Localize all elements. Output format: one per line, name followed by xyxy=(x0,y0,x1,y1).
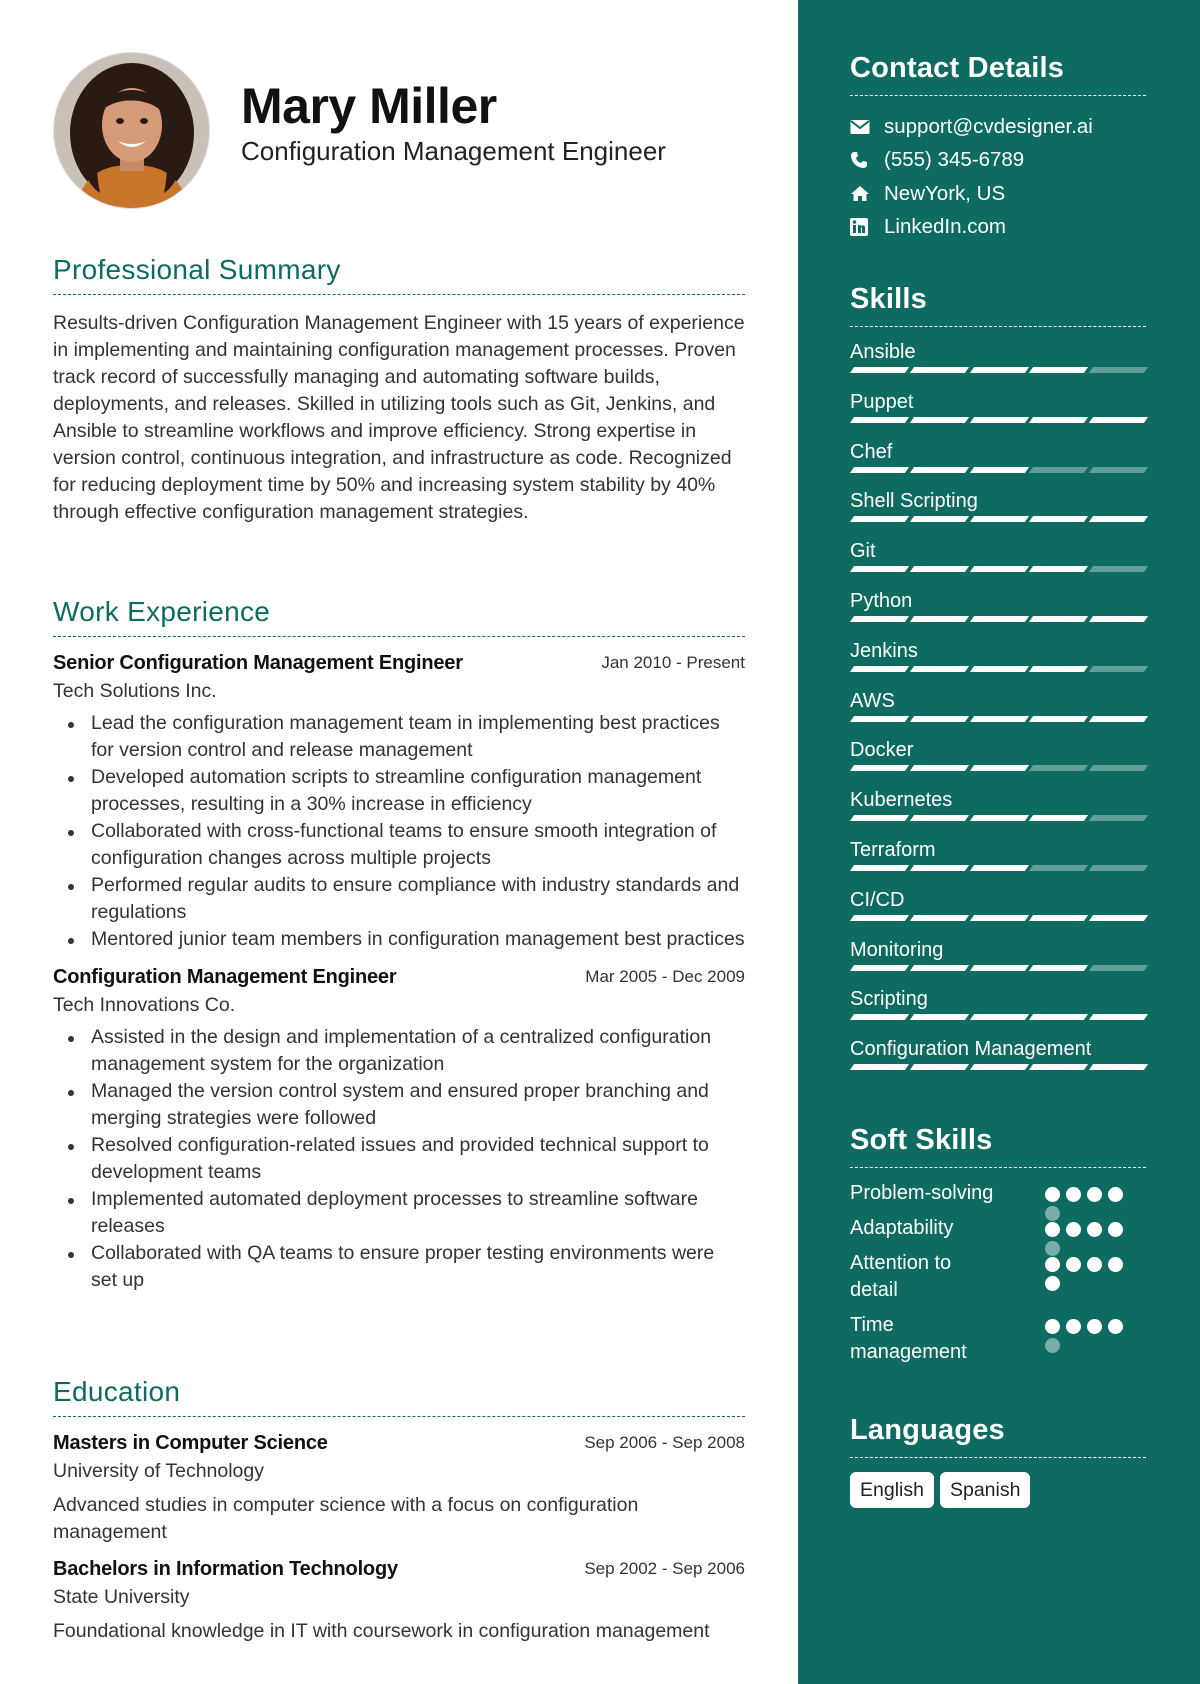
skill-level-segment xyxy=(1089,467,1148,473)
soft-skill-rating xyxy=(1045,1319,1135,1353)
skill-level-bar xyxy=(852,616,1146,622)
skill-level-segment xyxy=(910,566,969,572)
skill-level-bar xyxy=(852,417,1146,423)
phone-text: (555) 345-6789 xyxy=(884,148,1025,172)
bullet-item: Implemented automated deployment processes to streamline software releases xyxy=(53,1186,745,1240)
job-entry xyxy=(53,652,745,953)
skill-name: Scripting xyxy=(850,988,928,1011)
skill-level-segment xyxy=(1029,1064,1088,1070)
skill-level-segment xyxy=(1029,367,1088,373)
skill-level-segment xyxy=(850,417,909,423)
skill-item xyxy=(850,390,1146,440)
skill-level-segment xyxy=(969,367,1028,373)
skill-level-segment xyxy=(910,666,969,672)
skill-level-segment xyxy=(1089,815,1148,821)
skill-level-segment xyxy=(1029,417,1088,423)
skill-level-segment xyxy=(850,467,909,473)
skill-item xyxy=(850,788,1146,838)
skill-level-segment xyxy=(850,1064,909,1070)
skill-level-segment xyxy=(1029,566,1088,572)
skill-level-segment xyxy=(910,367,969,373)
rating-dot xyxy=(1066,1187,1081,1202)
skill-level-segment xyxy=(1089,1064,1148,1070)
skill-item xyxy=(850,489,1146,539)
skill-level-segment xyxy=(850,915,909,921)
skill-level-segment xyxy=(969,566,1028,572)
skill-level-segment xyxy=(1089,516,1148,522)
language-list xyxy=(850,1472,1146,1508)
sidebar xyxy=(798,0,1200,1684)
skill-level-segment xyxy=(910,815,969,821)
soft-skill-rating xyxy=(1045,1257,1135,1291)
skill-level-segment xyxy=(850,566,909,572)
skill-level-segment xyxy=(1029,1014,1088,1020)
rating-dot xyxy=(1108,1222,1123,1237)
email-text: support@cvdesigner.ai xyxy=(884,114,1093,138)
skill-level-segment xyxy=(1029,516,1088,522)
contact-section xyxy=(850,52,1146,244)
phone-icon xyxy=(850,150,884,170)
skill-level-segment xyxy=(1089,367,1148,373)
job-bullets xyxy=(53,1024,745,1294)
skill-level-segment xyxy=(910,765,969,771)
rating-dot xyxy=(1045,1319,1060,1334)
skill-level-bar xyxy=(852,1064,1146,1070)
bullet-item: Performed regular audits to ensure compliance with industry standards and regulations xyxy=(53,872,745,926)
skill-name: Jenkins xyxy=(850,639,918,662)
skill-level-segment xyxy=(850,367,909,373)
summary-section xyxy=(53,254,745,526)
skill-level-segment xyxy=(1089,965,1148,971)
skill-level-segment xyxy=(1089,915,1148,921)
skill-level-segment xyxy=(969,616,1028,622)
skill-level-segment xyxy=(969,865,1028,871)
skill-level-segment xyxy=(1089,616,1148,622)
contact-phone[interactable] xyxy=(850,144,1146,178)
profile-photo xyxy=(53,52,210,209)
contact-heading: Contact Details xyxy=(850,52,1146,96)
rating-dot xyxy=(1045,1222,1060,1237)
job-title: Configuration Management Engineer xyxy=(53,966,397,988)
skill-level-segment xyxy=(850,616,909,622)
language-tag: English xyxy=(850,1472,934,1508)
skill-name: CI/CD xyxy=(850,888,905,911)
skill-level-bar xyxy=(852,666,1146,672)
skill-level-bar xyxy=(852,566,1146,572)
skill-name: Configuration Management xyxy=(850,1038,1092,1061)
skill-item xyxy=(850,689,1146,739)
skill-level-segment xyxy=(969,516,1028,522)
skill-name: Ansible xyxy=(850,341,916,363)
skill-level-segment xyxy=(850,965,909,971)
skill-item xyxy=(850,589,1146,639)
soft-skills-heading: Soft Skills xyxy=(850,1124,1146,1168)
skill-level-segment xyxy=(910,716,969,722)
skill-level-segment xyxy=(910,865,969,871)
skill-name: AWS xyxy=(850,689,895,712)
education-section xyxy=(53,1376,745,1645)
soft-skill-name: Adaptability xyxy=(850,1217,954,1239)
skill-level-segment xyxy=(910,467,969,473)
skill-level-segment xyxy=(1029,965,1088,971)
skill-level-segment xyxy=(969,1014,1028,1020)
resume-header xyxy=(53,52,745,212)
soft-skill-name: Time management xyxy=(850,1314,967,1363)
skill-level-segment xyxy=(850,716,909,722)
skill-level-segment xyxy=(850,865,909,871)
languages-section xyxy=(850,1414,1146,1508)
soft-skill-name: Attention to detail xyxy=(850,1252,952,1301)
skill-level-bar xyxy=(852,765,1146,771)
skill-name: Git xyxy=(850,540,876,563)
education-dates: Sep 2006 - Sep 2008 xyxy=(584,1433,745,1452)
rating-dot xyxy=(1108,1187,1123,1202)
soft-skill-item xyxy=(850,1250,1146,1312)
skills-list xyxy=(850,340,1146,1087)
bullet-item: Lead the configuration management team in implementing best practices for version control and release management xyxy=(53,710,745,764)
contact-location xyxy=(850,177,1146,211)
skill-level-segment xyxy=(969,417,1028,423)
bullet-item: Resolved configuration-related issues and provided technical support to development teams xyxy=(53,1132,745,1186)
skills-section xyxy=(850,283,1146,1087)
skill-item xyxy=(850,539,1146,589)
location-text: NewYork, US xyxy=(884,181,1006,205)
contact-linkedin[interactable] xyxy=(850,211,1146,245)
bullet-item: Mentored junior team members in configuration management best practices xyxy=(53,926,745,953)
skill-level-segment xyxy=(1089,716,1148,722)
skill-level-segment xyxy=(969,765,1028,771)
skill-level-segment xyxy=(850,815,909,821)
skill-level-segment xyxy=(1089,1014,1148,1020)
skill-level-bar xyxy=(852,467,1146,473)
skill-level-segment xyxy=(910,965,969,971)
skill-level-segment xyxy=(850,666,909,672)
education-description: Foundational knowledge in IT with coursework in configuration management xyxy=(53,1620,710,1642)
skill-level-segment xyxy=(850,516,909,522)
soft-skill-name: Problem-solving xyxy=(850,1182,994,1204)
skill-level-bar xyxy=(852,516,1146,522)
skill-level-bar xyxy=(852,915,1146,921)
skill-level-segment xyxy=(850,1014,909,1020)
skill-level-segment xyxy=(1089,417,1148,423)
skill-level-segment xyxy=(1089,765,1148,771)
skill-level-segment xyxy=(969,965,1028,971)
skill-name: Terraform xyxy=(850,838,936,861)
skill-level-segment xyxy=(1029,616,1088,622)
skill-level-segment xyxy=(910,616,969,622)
skill-level-segment xyxy=(1089,865,1148,871)
skill-level-bar xyxy=(852,716,1146,722)
linkedin-icon xyxy=(850,217,884,237)
skill-name: Shell Scripting xyxy=(850,490,978,513)
skill-level-segment xyxy=(1089,666,1148,672)
skill-item xyxy=(850,987,1146,1037)
rating-dot xyxy=(1045,1187,1060,1202)
rating-dot xyxy=(1108,1257,1123,1272)
skill-level-segment xyxy=(969,915,1028,921)
rating-dot xyxy=(1066,1222,1081,1237)
rating-dot xyxy=(1108,1319,1123,1334)
skills-heading: Skills xyxy=(850,283,1146,327)
job-company: Tech Innovations Co. xyxy=(53,994,236,1016)
bullet-item: Collaborated with cross-functional teams to ensure smooth integration of configuration changes across multiple projects xyxy=(53,818,745,872)
bullet-item: Collaborated with QA teams to ensure proper testing environments were set up xyxy=(53,1240,745,1294)
job-entry xyxy=(53,966,745,1294)
skill-name: Python xyxy=(850,589,913,612)
skill-level-segment xyxy=(969,1064,1028,1070)
skill-level-segment xyxy=(1029,467,1088,473)
skill-level-segment xyxy=(1029,915,1088,921)
skill-level-segment xyxy=(1089,566,1148,572)
skill-item xyxy=(850,639,1146,689)
contact-email[interactable] xyxy=(850,110,1146,144)
job-title: Senior Configuration Management Engineer xyxy=(53,652,463,674)
skill-level-segment xyxy=(969,716,1028,722)
skill-level-segment xyxy=(850,765,909,771)
soft-skill-item xyxy=(850,1180,1146,1215)
skill-item xyxy=(850,738,1146,788)
skill-level-segment xyxy=(910,417,969,423)
skill-name: Chef xyxy=(850,440,893,463)
school-name: State University xyxy=(53,1586,190,1608)
bullet-item: Assisted in the design and implementation of a centralized configuration management system for the organization xyxy=(53,1024,745,1078)
skill-level-segment xyxy=(1029,765,1088,771)
education-entry xyxy=(53,1558,745,1645)
skill-name: Monitoring xyxy=(850,938,944,961)
skill-level-segment xyxy=(910,516,969,522)
rating-dot xyxy=(1045,1338,1060,1353)
experience-section xyxy=(53,596,745,1294)
skill-level-segment xyxy=(910,1014,969,1020)
skill-level-segment xyxy=(910,915,969,921)
skill-level-segment xyxy=(910,1064,969,1070)
rating-dot xyxy=(1087,1319,1102,1334)
job-dates: Mar 2005 - Dec 2009 xyxy=(585,967,745,986)
rating-dot xyxy=(1087,1187,1102,1202)
rating-dot xyxy=(1066,1257,1081,1272)
rating-dot xyxy=(1087,1257,1102,1272)
skill-level-segment xyxy=(1029,865,1088,871)
skill-level-bar xyxy=(852,965,1146,971)
degree-title: Masters in Computer Science xyxy=(53,1432,328,1454)
skill-level-bar xyxy=(852,367,1146,373)
soft-skill-item xyxy=(850,1215,1146,1250)
skill-level-segment xyxy=(969,666,1028,672)
skill-level-segment xyxy=(969,815,1028,821)
skill-item xyxy=(850,838,1146,888)
education-heading: Education xyxy=(53,1376,745,1417)
job-bullets xyxy=(53,710,745,953)
skill-level-bar xyxy=(852,865,1146,871)
home-icon xyxy=(850,184,884,204)
bullet-item: Managed the version control system and ensured proper branching and merging strategies were followed xyxy=(53,1078,745,1132)
bullet-item: Developed automation scripts to streamline configuration management processes, resulting in a 30% increase in efficiency xyxy=(53,764,745,818)
job-dates: Jan 2010 - Present xyxy=(601,653,745,672)
skill-item xyxy=(850,440,1146,490)
skill-level-segment xyxy=(969,467,1028,473)
skill-name: Puppet xyxy=(850,390,914,413)
linkedin-text: LinkedIn.com xyxy=(884,215,1006,239)
job-company: Tech Solutions Inc. xyxy=(53,680,217,702)
degree-title: Bachelors in Information Technology xyxy=(53,1558,398,1580)
school-name: University of Technology xyxy=(53,1460,264,1482)
skill-level-segment xyxy=(1029,716,1088,722)
language-tag: Spanish xyxy=(940,1472,1030,1508)
skill-level-segment xyxy=(1029,815,1088,821)
rating-dot xyxy=(1066,1319,1081,1334)
skill-name: Kubernetes xyxy=(850,789,953,812)
education-entry xyxy=(53,1432,745,1546)
skill-level-bar xyxy=(852,815,1146,821)
skill-name: Docker xyxy=(850,739,914,762)
rating-dot xyxy=(1087,1222,1102,1237)
summary-text: Results-driven Configuration Management Engineer with 15 years of experience in implementing and maintaining configuration management processes. Proven track record of successfully managing and automating software builds, deployments, and releases. Skilled in utilizing tools such as Git, Jenkins, and Ansible to streamline workflows and improve efficiency. Strong expertise in version control, continuous integration, and infrastructure as code. Recognized for reducing deployment time by 50% and increasing system stability by 40% through effective configuration management strategies. xyxy=(53,312,745,523)
skill-item xyxy=(850,888,1146,938)
skill-item xyxy=(850,938,1146,988)
skill-item xyxy=(850,1037,1146,1087)
candidate-title: Configuration Management Engineer xyxy=(241,136,666,166)
skill-level-segment xyxy=(1029,666,1088,672)
candidate-name: Mary Miller xyxy=(241,78,497,134)
experience-heading: Work Experience xyxy=(53,596,745,637)
soft-skills-section xyxy=(850,1124,1146,1374)
education-dates: Sep 2002 - Sep 2006 xyxy=(584,1559,745,1578)
education-description: Advanced studies in computer science with a focus on configuration management xyxy=(53,1494,639,1543)
envelope-icon xyxy=(850,117,884,137)
rating-dot xyxy=(1045,1276,1060,1291)
rating-dot xyxy=(1045,1257,1060,1272)
languages-heading: Languages xyxy=(850,1414,1146,1458)
skill-item xyxy=(850,340,1146,390)
skill-level-bar xyxy=(852,1014,1146,1020)
summary-heading: Professional Summary xyxy=(53,254,745,295)
soft-skill-item xyxy=(850,1312,1146,1374)
